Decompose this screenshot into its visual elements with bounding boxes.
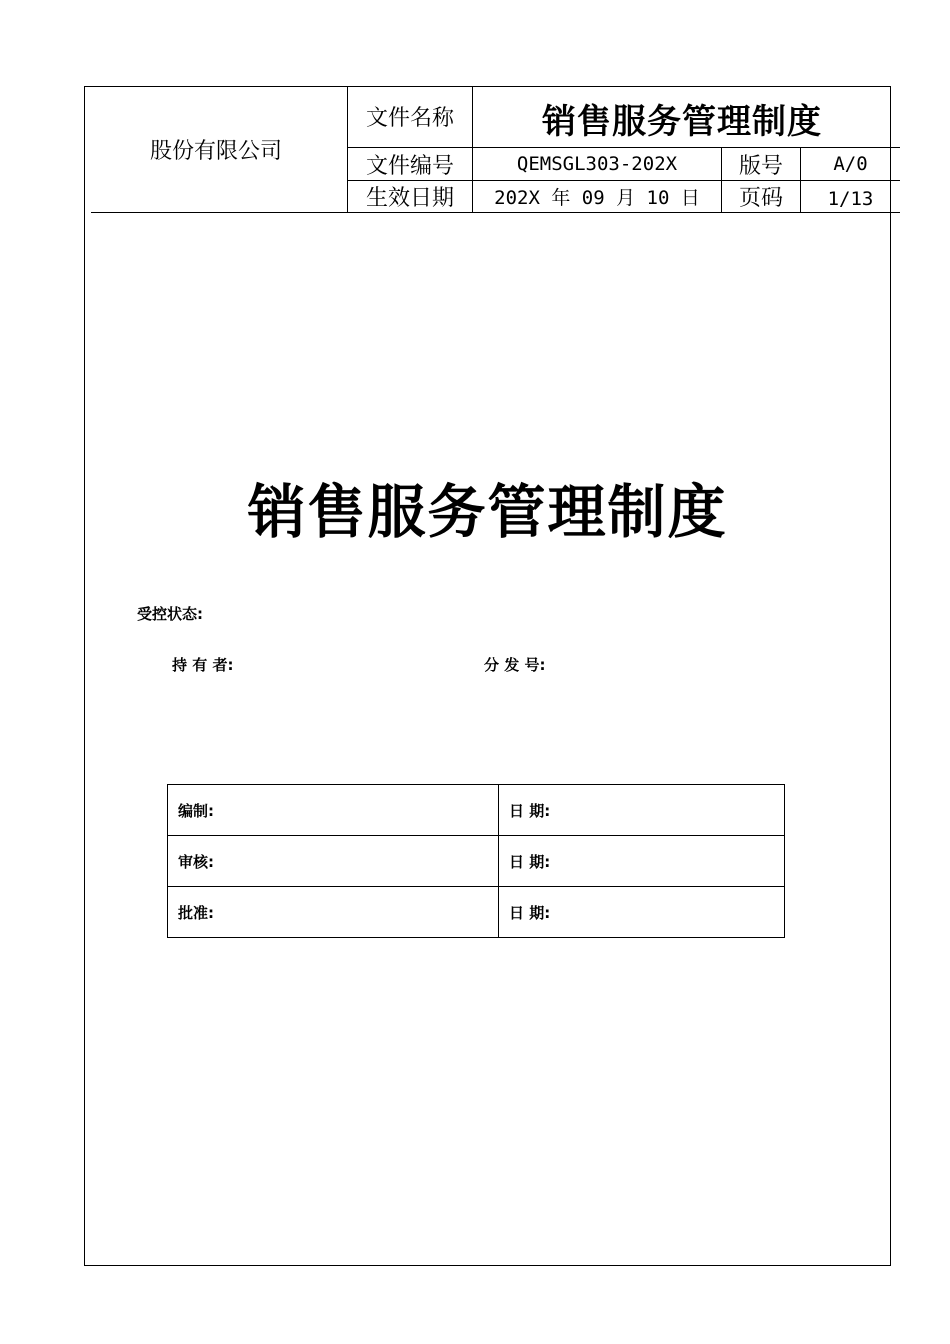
date-cell: 日 期: bbox=[499, 836, 785, 887]
approved-by-cell: 批准: bbox=[168, 887, 499, 938]
doc-name-value: 销售服务管理制度 bbox=[542, 102, 822, 142]
header-bottom-rule bbox=[91, 212, 900, 213]
page-value: 1/13 bbox=[827, 187, 874, 210]
company-name: 股份有限公司 bbox=[149, 138, 282, 164]
date-cell: 日 期: bbox=[499, 887, 785, 938]
compiled-by-cell: 编制: bbox=[168, 785, 499, 836]
version-value: A/0 bbox=[833, 153, 868, 175]
date-cell: 日 期: bbox=[499, 785, 785, 836]
table-row bbox=[168, 836, 785, 887]
table-row bbox=[168, 785, 785, 836]
control-status-field: 受控状态: bbox=[137, 605, 203, 623]
table-row bbox=[168, 887, 785, 938]
distribution-no-field: 分 发 号: bbox=[484, 656, 546, 674]
effective-date-label: 生效日期 bbox=[365, 186, 454, 211]
signoff-table bbox=[167, 784, 785, 938]
effective-date-value: 202X 年 09 月 10 日 bbox=[494, 187, 700, 209]
page-label: 页码 bbox=[738, 186, 783, 211]
reviewed-by-cell: 审核: bbox=[168, 836, 499, 887]
version-label: 版号 bbox=[738, 153, 783, 179]
doc-name-label: 文件名称 bbox=[365, 106, 454, 131]
doc-no-label: 文件编号 bbox=[365, 153, 454, 179]
page-border bbox=[84, 86, 891, 1266]
main-title: 销售服务管理制度 bbox=[247, 478, 728, 546]
doc-no-value: QEMSGL303-202X bbox=[516, 153, 678, 175]
holder-field: 持 有 者: bbox=[172, 656, 234, 674]
